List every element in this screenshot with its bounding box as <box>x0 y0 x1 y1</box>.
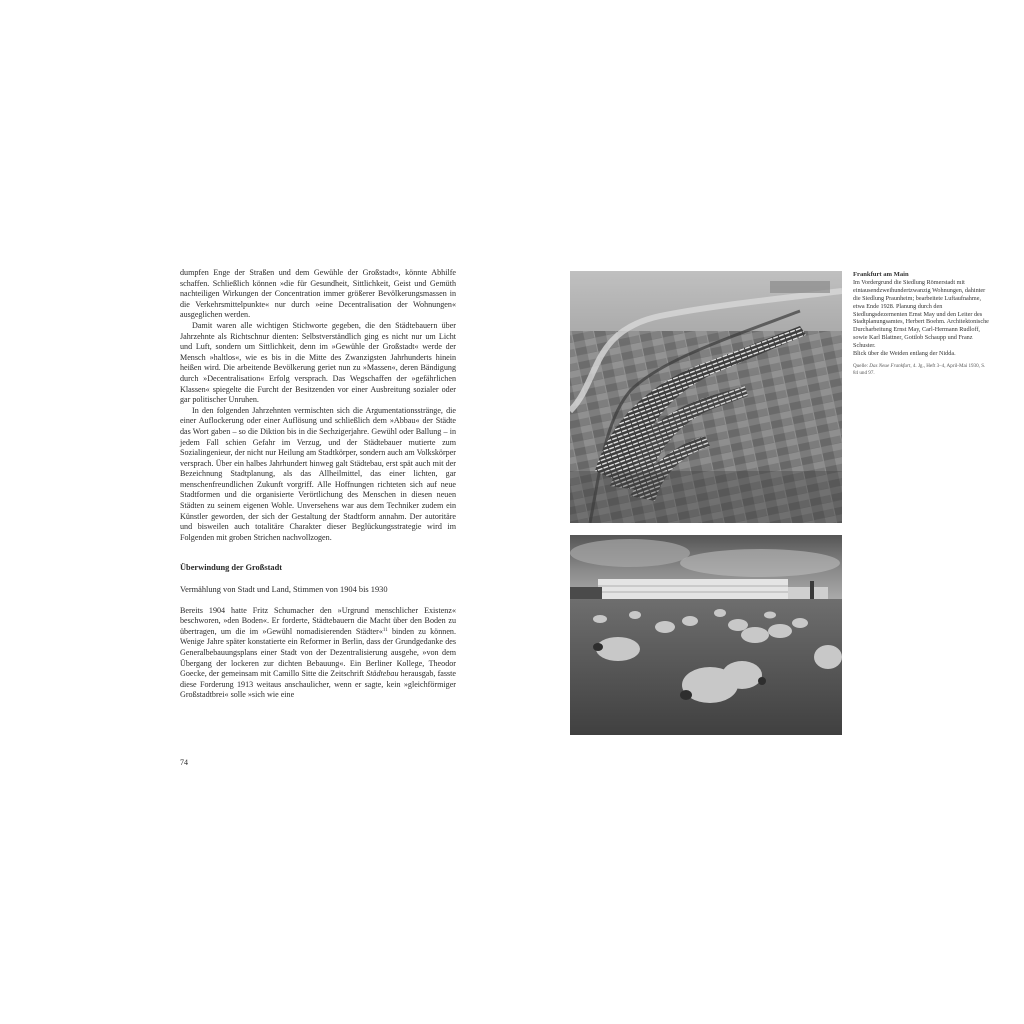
source-rest: , 4. Jg., Heft 3–4, April-Mai 1930, S. 84 und 97. <box>853 362 986 376</box>
footnote-marker: 11 <box>382 627 388 633</box>
paragraph-2: Damit waren alle wichtigen Stichworte gegeben, die den Städtebauern über Jahrzehnte als Richtschnur dienten: Selbstverständlich ging es nicht nur um Licht und Luft, sondern um Sittlichkeit, denn im »Gewühle der Großstadt« werde der Mensch »haltlos«, wie es bis in die Mitte des Zwanzigsten Jahrhunderts hinein heißen wird. Die arbeitende Bevölkerung geriet nun zu »Massen«, deren Bändigung durch »Decentralisation« Erfolg versprach. Das Wegschaffen der »gefährlichen Klassen« spiegelte die Furcht der Besitzenden vor einer Ausbreitung sozialer oder gar politischer Unruhen. <box>180 320 456 405</box>
paragraph-4-part-b: binden zu können. Wenige Jahre später konstatierte ein Reformer in Berlin, dass der Grundgedanke des Generalbebauungsplans einer Stadt von der Dezentralisierung ausgehe, »von dem Übergang der lockeren zur dichten Bebauung«. Ein Berliner Kollege, Theodor Goecke, der gemeinsam mit Camillo Sitte die Zeitschrift <box>180 626 456 679</box>
caption-source <box>853 363 989 376</box>
caption-text-2: Blick über die Weiden entlang der Nidda. <box>853 350 956 358</box>
paragraph-4 <box>180 606 456 701</box>
caption-text: Im Vordergrund die Siedlung Römerstadt mit eintausendzweihundertzwanzig Wohnungen, dahinter die Siedlung Praunheim; bearbeitete Luftaufnahme, etwa Ende 1928. Planung durch den Siedlungsdezernenten Ernst May und den Leiter des Stadtplanungsamtes, Herbert Boehm. Architektonische Durcharbeitung Ernst May, Carl-Hermann Rudloff, sowie Karl Blattner, Gottlob Schaupp und Franz Schuster. <box>853 278 989 350</box>
paragraph-4-part-a: Bereits 1904 hatte Fritz Schumacher den »Urgrund menschlicher Existenz« beschworen, »den Boden«. Er forderte, Städtebauern die Macht über den Boden zu übertragen, um die im »Gewühl nomadisierenden Städter« <box>180 605 456 636</box>
text-column <box>180 268 456 701</box>
source-prefix: Quelle: <box>853 362 870 369</box>
paragraph-3: In den folgenden Jahrzehnten vermischten sich die Argumentationsstränge, die einer Auflockerung oder einer Auflösung und schließlich dem »Abbau« der Städte das Wort gaben – so die Diktion bis in die Sechzigerjahre. Gewühl oder Ballung – in jedem Fall schien Gefahr im Verzug, und der Städtebauer mutierte zum Sozialingenieur, der nicht nur Heilung am Stadtkörper, sondern auch am Volkskörper versprach. Über ein halbes Jahrhundert hinweg galt Städtebau, erst spät auch mit der Bezeichnung Stadtplanung, als das Allheilmittel, das einer lichten, gar menschenfreundlichen Zukunft vorgriff. Alle Hoffnungen richteten sich auf neue Stadtformen und die organisierte Verörtlichung des Menschen in diesen neuen Städten zu seinem eigenen Wohle. Unversehens war aus dem Techniker zudem ein Künstler geworden, der sich der Gestaltung der Stadtform annahm. Der autoritäre und bisweilen auch totalitäre Charakter dieser Beglückungsstrategie wird im Folgenden mit groben Strichen nachvollzogen. <box>180 405 456 542</box>
source-title: Das Neue Frankfurt <box>869 362 911 369</box>
section-subtitle: Vermählung von Stadt und Land, Stimmen von 1904 bis 1930 <box>180 585 388 595</box>
paragraph-4-part-c: herausgab, fasste diese Forderung 1913 weitaus anschaulicher, wenn er sagte, kein »gleichförmiger Großstadtbrei« solle »sich wie eine <box>180 669 456 700</box>
paragraph-1: dumpfen Enge der Straßen und dem Gewühle der Großstadt«, könnte Abhilfe schaffen. Schließlich können »die für Gesundheit, Sittlichkeit, Geist und Gemüth nachteiligen Wirkungen der Concentration immer größerer Bevölkerungsmassen in die Verkehrsmittelpunkte« nur durch »eine Decentralisation der Wohnungen« ausgeglichen werden. <box>180 268 456 320</box>
journal-title: Städtebau <box>366 669 399 679</box>
figure-caption <box>853 271 989 376</box>
section-heading: Überwindung der Großstadt <box>180 563 283 573</box>
page-number: 74 <box>180 758 188 767</box>
aerial-photo <box>570 271 842 523</box>
caption-title: Frankfurt am Main <box>853 271 909 278</box>
sheep-meadow-photo <box>570 535 842 735</box>
